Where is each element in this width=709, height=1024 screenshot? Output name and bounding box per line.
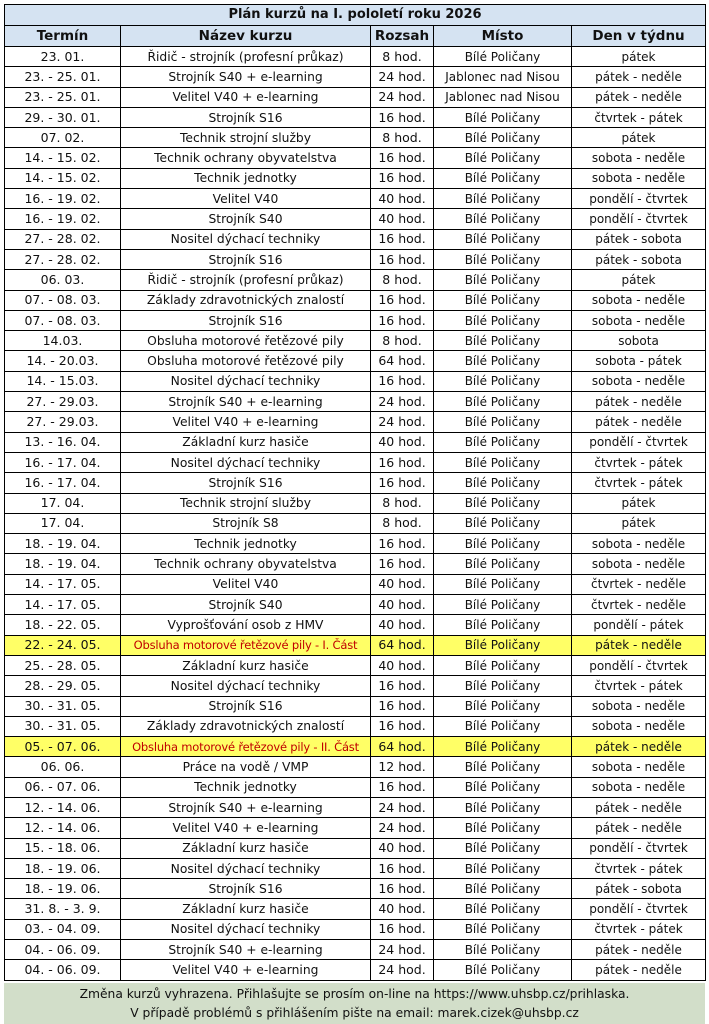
cell-name: Velitel V40 + e-learning xyxy=(121,87,371,107)
cell-term: 07. - 08. 03. xyxy=(5,290,121,310)
table-row xyxy=(5,737,706,757)
cell-name: Technik jednotky xyxy=(121,168,371,188)
cell-term: 03. - 04. 09. xyxy=(5,919,121,939)
cell-place: Bílé Poličany xyxy=(434,168,572,188)
cell-name: Základy zdravotnických znalostí xyxy=(121,716,371,736)
cell-term: 04. - 06. 09. xyxy=(5,960,121,980)
cell-place: Bílé Poličany xyxy=(434,189,572,209)
cell-day: pondělí - čtvrtek xyxy=(572,899,706,919)
cell-day: sobota - neděle xyxy=(572,777,706,797)
cell-name: Strojník S16 xyxy=(121,696,371,716)
cell-scope: 40 hod. xyxy=(371,899,434,919)
cell-day: pondělí - pátek xyxy=(572,615,706,635)
table-row xyxy=(5,615,706,635)
course-rows xyxy=(5,47,706,981)
cell-day: pondělí - čtvrtek xyxy=(572,189,706,209)
table-row xyxy=(5,493,706,513)
table-row xyxy=(5,595,706,615)
cell-name: Velitel V40 + e-learning xyxy=(121,412,371,432)
cell-name: Základní kurz hasiče xyxy=(121,432,371,452)
cell-day: pátek - neděle xyxy=(572,737,706,757)
cell-term: 23. 01. xyxy=(5,47,121,67)
cell-scope: 8 hod. xyxy=(371,493,434,513)
cell-name: Základní kurz hasiče xyxy=(121,655,371,675)
cell-day: pátek xyxy=(572,47,706,67)
cell-scope: 16 hod. xyxy=(371,858,434,878)
cell-term: 14. - 15.03. xyxy=(5,371,121,391)
cell-day: pátek - neděle xyxy=(572,940,706,960)
table-row xyxy=(5,818,706,838)
table-row xyxy=(5,513,706,533)
cell-term: 14. - 15. 02. xyxy=(5,148,121,168)
cell-place: Bílé Poličany xyxy=(434,757,572,777)
cell-scope: 16 hod. xyxy=(371,554,434,574)
cell-place: Bílé Poličany xyxy=(434,331,572,351)
cell-day: pátek - neděle xyxy=(572,87,706,107)
cell-place: Bílé Poličany xyxy=(434,513,572,533)
cell-term: 28. - 29. 05. xyxy=(5,676,121,696)
cell-scope: 16 hod. xyxy=(371,777,434,797)
cell-day: pátek - sobota xyxy=(572,879,706,899)
cell-day: sobota - neděle xyxy=(572,371,706,391)
cell-term: 16. - 17. 04. xyxy=(5,473,121,493)
cell-term: 07. - 08. 03. xyxy=(5,310,121,330)
cell-name: Řidič - strojník (profesní průkaz) xyxy=(121,47,371,67)
table-row xyxy=(5,574,706,594)
cell-term: 27. - 29.03. xyxy=(5,412,121,432)
cell-scope: 40 hod. xyxy=(371,432,434,452)
cell-scope: 16 hod. xyxy=(371,310,434,330)
cell-term: 27. - 28. 02. xyxy=(5,229,121,249)
cell-place: Bílé Poličany xyxy=(434,919,572,939)
cell-name: Velitel V40 xyxy=(121,574,371,594)
cell-place: Bílé Poličany xyxy=(434,818,572,838)
cell-scope: 40 hod. xyxy=(371,595,434,615)
cell-day: pátek - neděle xyxy=(572,960,706,980)
cell-place: Bílé Poličany xyxy=(434,574,572,594)
cell-day: pátek - sobota xyxy=(572,249,706,269)
cell-term: 06. - 07. 06. xyxy=(5,777,121,797)
cell-scope: 8 hod. xyxy=(371,513,434,533)
cell-name: Nositel dýchací techniky xyxy=(121,229,371,249)
cell-name: Nositel dýchací techniky xyxy=(121,858,371,878)
table-row xyxy=(5,392,706,412)
cell-place: Bílé Poličany xyxy=(434,534,572,554)
cell-day: pondělí - čtvrtek xyxy=(572,209,706,229)
table-row xyxy=(5,412,706,432)
cell-day: pátek xyxy=(572,513,706,533)
cell-place: Bílé Poličany xyxy=(434,655,572,675)
table-row xyxy=(5,777,706,797)
table-row xyxy=(5,899,706,919)
cell-day: pátek xyxy=(572,493,706,513)
cell-name: Nositel dýchací techniky xyxy=(121,676,371,696)
cell-day: čtvrtek - pátek xyxy=(572,107,706,127)
cell-place: Bílé Poličany xyxy=(434,107,572,127)
cell-day: pátek - sobota xyxy=(572,229,706,249)
cell-place: Bílé Poličany xyxy=(434,310,572,330)
cell-term: 15. - 18. 06. xyxy=(5,838,121,858)
cell-name: Strojník S40 + e-learning xyxy=(121,67,371,87)
cell-term: 16. - 19. 02. xyxy=(5,209,121,229)
cell-scope: 64 hod. xyxy=(371,737,434,757)
cell-name: Základní kurz hasiče xyxy=(121,899,371,919)
cell-place: Bílé Poličany xyxy=(434,595,572,615)
cell-day: sobota - pátek xyxy=(572,351,706,371)
cell-place: Bílé Poličany xyxy=(434,676,572,696)
cell-name: Vyprošťování osob z HMV xyxy=(121,615,371,635)
cell-place: Jablonec nad Nisou xyxy=(434,87,572,107)
cell-place: Bílé Poličany xyxy=(434,635,572,655)
cell-scope: 16 hod. xyxy=(371,473,434,493)
cell-scope: 24 hod. xyxy=(371,797,434,817)
table-title: Plán kurzů na I. pololetí roku 2026 xyxy=(5,5,706,26)
table-row xyxy=(5,635,706,655)
cell-place: Bílé Poličany xyxy=(434,452,572,472)
cell-scope: 16 hod. xyxy=(371,107,434,127)
cell-term: 18. - 19. 04. xyxy=(5,534,121,554)
cell-day: sobota - neděle xyxy=(572,148,706,168)
cell-term: 18. - 19. 04. xyxy=(5,554,121,574)
cell-scope: 16 hod. xyxy=(371,249,434,269)
table-row xyxy=(5,128,706,148)
cell-day: sobota xyxy=(572,331,706,351)
cell-term: 23. - 25. 01. xyxy=(5,87,121,107)
cell-scope: 24 hod. xyxy=(371,818,434,838)
table-row xyxy=(5,432,706,452)
footer-note xyxy=(4,983,705,1024)
cell-name: Obsluha motorové řetězové pily xyxy=(121,331,371,351)
cell-term: 07. 02. xyxy=(5,128,121,148)
header-term: Termín xyxy=(5,26,121,47)
header-day: Den v týdnu xyxy=(572,26,706,47)
footer-line-1: Změna kurzů vyhrazena. Přihlašujte se prosím on-line na https://www.uhsbp.cz/prihlaska. xyxy=(79,987,630,1001)
cell-place: Bílé Poličany xyxy=(434,432,572,452)
cell-day: čtvrtek - pátek xyxy=(572,858,706,878)
cell-day: čtvrtek - neděle xyxy=(572,574,706,594)
cell-name: Obsluha motorové řetězové pily - II. Část xyxy=(121,737,371,757)
cell-place: Bílé Poličany xyxy=(434,128,572,148)
cell-scope: 16 hod. xyxy=(371,168,434,188)
cell-name: Strojník S16 xyxy=(121,310,371,330)
cell-name: Velitel V40 + e-learning xyxy=(121,818,371,838)
table-row xyxy=(5,919,706,939)
cell-term: 18. - 19. 06. xyxy=(5,879,121,899)
cell-place: Bílé Poličany xyxy=(434,554,572,574)
cell-name: Řidič - strojník (profesní průkaz) xyxy=(121,270,371,290)
cell-scope: 16 hod. xyxy=(371,148,434,168)
cell-day: sobota - neděle xyxy=(572,554,706,574)
cell-day: sobota - neděle xyxy=(572,716,706,736)
cell-day: čtvrtek - pátek xyxy=(572,473,706,493)
cell-scope: 16 hod. xyxy=(371,676,434,696)
cell-place: Bílé Poličany xyxy=(434,47,572,67)
cell-name: Základy zdravotnických znalostí xyxy=(121,290,371,310)
cell-name: Obsluha motorové řetězové pily - I. Část xyxy=(121,635,371,655)
cell-scope: 24 hod. xyxy=(371,412,434,432)
table-row xyxy=(5,838,706,858)
cell-scope: 16 hod. xyxy=(371,229,434,249)
cell-term: 14. - 17. 05. xyxy=(5,574,121,594)
cell-name: Nositel dýchací techniky xyxy=(121,919,371,939)
cell-scope: 40 hod. xyxy=(371,189,434,209)
cell-term: 29. - 30. 01. xyxy=(5,107,121,127)
cell-scope: 40 hod. xyxy=(371,655,434,675)
cell-name: Nositel dýchací techniky xyxy=(121,452,371,472)
cell-name: Strojník S16 xyxy=(121,249,371,269)
cell-term: 31. 8. - 3. 9. xyxy=(5,899,121,919)
cell-name: Strojník S40 + e-learning xyxy=(121,940,371,960)
cell-place: Bílé Poličany xyxy=(434,777,572,797)
cell-scope: 16 hod. xyxy=(371,716,434,736)
table-row xyxy=(5,168,706,188)
table-row xyxy=(5,940,706,960)
cell-scope: 64 hod. xyxy=(371,351,434,371)
cell-day: čtvrtek - pátek xyxy=(572,919,706,939)
table-row xyxy=(5,270,706,290)
table-row xyxy=(5,107,706,127)
title-row xyxy=(5,5,706,26)
cell-place: Bílé Poličany xyxy=(434,858,572,878)
cell-term: 14. - 20.03. xyxy=(5,351,121,371)
cell-name: Technik ochrany obyvatelstva xyxy=(121,148,371,168)
cell-place: Bílé Poličany xyxy=(434,493,572,513)
cell-name: Technik jednotky xyxy=(121,534,371,554)
cell-scope: 40 hod. xyxy=(371,615,434,635)
cell-day: sobota - neděle xyxy=(572,168,706,188)
cell-place: Bílé Poličany xyxy=(434,290,572,310)
cell-name: Strojník S16 xyxy=(121,879,371,899)
cell-place: Bílé Poličany xyxy=(434,879,572,899)
cell-name: Strojník S40 xyxy=(121,595,371,615)
cell-scope: 24 hod. xyxy=(371,67,434,87)
cell-day: sobota - neděle xyxy=(572,534,706,554)
cell-place: Bílé Poličany xyxy=(434,716,572,736)
cell-term: 18. - 19. 06. xyxy=(5,858,121,878)
cell-scope: 40 hod. xyxy=(371,574,434,594)
cell-term: 04. - 06. 09. xyxy=(5,940,121,960)
cell-day: pátek xyxy=(572,128,706,148)
cell-place: Bílé Poličany xyxy=(434,351,572,371)
cell-scope: 24 hod. xyxy=(371,940,434,960)
cell-place: Bílé Poličany xyxy=(434,148,572,168)
cell-term: 18. - 22. 05. xyxy=(5,615,121,635)
table-row xyxy=(5,696,706,716)
header-place: Místo xyxy=(434,26,572,47)
cell-name: Strojník S16 xyxy=(121,107,371,127)
cell-day: pondělí - čtvrtek xyxy=(572,432,706,452)
table-row xyxy=(5,209,706,229)
cell-term: 23. - 25. 01. xyxy=(5,67,121,87)
cell-day: sobota - neděle xyxy=(572,696,706,716)
cell-place: Jablonec nad Nisou xyxy=(434,67,572,87)
cell-day: sobota - neděle xyxy=(572,757,706,777)
cell-term: 30. - 31. 05. xyxy=(5,716,121,736)
cell-day: sobota - neděle xyxy=(572,290,706,310)
cell-place: Bílé Poličany xyxy=(434,412,572,432)
table-row xyxy=(5,676,706,696)
cell-day: pondělí - čtvrtek xyxy=(572,838,706,858)
cell-term: 16. - 17. 04. xyxy=(5,452,121,472)
cell-day: pátek - neděle xyxy=(572,392,706,412)
cell-term: 30. - 31. 05. xyxy=(5,696,121,716)
cell-name: Velitel V40 xyxy=(121,189,371,209)
table-row xyxy=(5,47,706,67)
cell-scope: 12 hod. xyxy=(371,757,434,777)
table-row xyxy=(5,249,706,269)
cell-day: pátek - neděle xyxy=(572,797,706,817)
cell-place: Bílé Poličany xyxy=(434,473,572,493)
cell-day: pátek xyxy=(572,270,706,290)
cell-name: Technik strojní služby xyxy=(121,493,371,513)
table-row xyxy=(5,67,706,87)
cell-place: Bílé Poličany xyxy=(434,615,572,635)
table-row xyxy=(5,473,706,493)
cell-day: pátek - neděle xyxy=(572,818,706,838)
table-row xyxy=(5,87,706,107)
cell-scope: 8 hod. xyxy=(371,331,434,351)
cell-term: 06. 03. xyxy=(5,270,121,290)
course-table xyxy=(4,4,706,981)
cell-day: čtvrtek - pátek xyxy=(572,452,706,472)
cell-scope: 8 hod. xyxy=(371,128,434,148)
cell-place: Bílé Poličany xyxy=(434,392,572,412)
table-row xyxy=(5,189,706,209)
cell-scope: 40 hod. xyxy=(371,838,434,858)
cell-name: Obsluha motorové řetězové pily xyxy=(121,351,371,371)
cell-term: 17. 04. xyxy=(5,513,121,533)
cell-term: 27. - 28. 02. xyxy=(5,249,121,269)
cell-place: Bílé Poličany xyxy=(434,249,572,269)
table-row xyxy=(5,655,706,675)
cell-name: Strojník S40 xyxy=(121,209,371,229)
cell-term: 05. - 07. 06. xyxy=(5,737,121,757)
cell-scope: 24 hod. xyxy=(371,392,434,412)
table-row xyxy=(5,310,706,330)
cell-day: pátek - neděle xyxy=(572,635,706,655)
cell-term: 14.03. xyxy=(5,331,121,351)
cell-place: Bílé Poličany xyxy=(434,737,572,757)
table-row xyxy=(5,960,706,980)
table-row xyxy=(5,452,706,472)
cell-place: Bílé Poličany xyxy=(434,940,572,960)
cell-place: Bílé Poličany xyxy=(434,899,572,919)
cell-scope: 16 hod. xyxy=(371,534,434,554)
cell-name: Technik ochrany obyvatelstva xyxy=(121,554,371,574)
cell-term: 22. - 24. 05. xyxy=(5,635,121,655)
table-row xyxy=(5,229,706,249)
cell-place: Bílé Poličany xyxy=(434,371,572,391)
cell-name: Technik jednotky xyxy=(121,777,371,797)
cell-name: Práce na vodě / VMP xyxy=(121,757,371,777)
table-row xyxy=(5,554,706,574)
footer-line-2: V případě problémů s přihlášením pište na email: marek.cizek@uhsbp.cz xyxy=(130,1006,579,1020)
table-row xyxy=(5,351,706,371)
cell-day: čtvrtek - pátek xyxy=(572,676,706,696)
cell-place: Bílé Poličany xyxy=(434,229,572,249)
table-row xyxy=(5,757,706,777)
cell-name: Nositel dýchací techniky xyxy=(121,371,371,391)
cell-name: Základní kurz hasiče xyxy=(121,838,371,858)
header-name: Název kurzu xyxy=(121,26,371,47)
table-row xyxy=(5,148,706,168)
cell-name: Velitel V40 + e-learning xyxy=(121,960,371,980)
cell-scope: 40 hod. xyxy=(371,209,434,229)
cell-day: čtvrtek - neděle xyxy=(572,595,706,615)
cell-term: 27. - 29.03. xyxy=(5,392,121,412)
cell-place: Bílé Poličany xyxy=(434,797,572,817)
cell-name: Strojník S40 + e-learning xyxy=(121,392,371,412)
cell-scope: 8 hod. xyxy=(371,47,434,67)
cell-place: Bílé Poličany xyxy=(434,270,572,290)
cell-scope: 8 hod. xyxy=(371,270,434,290)
cell-term: 14. - 17. 05. xyxy=(5,595,121,615)
table-row xyxy=(5,716,706,736)
cell-place: Bílé Poličany xyxy=(434,696,572,716)
cell-term: 12. - 14. 06. xyxy=(5,797,121,817)
cell-day: pátek - neděle xyxy=(572,67,706,87)
cell-term: 25. - 28. 05. xyxy=(5,655,121,675)
cell-term: 16. - 19. 02. xyxy=(5,189,121,209)
cell-name: Strojník S16 xyxy=(121,473,371,493)
cell-name: Strojník S8 xyxy=(121,513,371,533)
cell-name: Strojník S40 + e-learning xyxy=(121,797,371,817)
cell-term: 14. - 15. 02. xyxy=(5,168,121,188)
table-row xyxy=(5,371,706,391)
table-row xyxy=(5,797,706,817)
cell-place: Bílé Poličany xyxy=(434,209,572,229)
cell-place: Bílé Poličany xyxy=(434,960,572,980)
cell-scope: 16 hod. xyxy=(371,290,434,310)
cell-name: Technik strojní služby xyxy=(121,128,371,148)
cell-place: Bílé Poličany xyxy=(434,838,572,858)
cell-term: 13. - 16. 04. xyxy=(5,432,121,452)
cell-scope: 16 hod. xyxy=(371,452,434,472)
table-row xyxy=(5,290,706,310)
table-row xyxy=(5,879,706,899)
cell-term: 12. - 14. 06. xyxy=(5,818,121,838)
cell-day: pondělí - čtvrtek xyxy=(572,655,706,675)
table-row xyxy=(5,858,706,878)
cell-day: sobota - neděle xyxy=(572,310,706,330)
cell-scope: 24 hod. xyxy=(371,960,434,980)
cell-scope: 16 hod. xyxy=(371,919,434,939)
cell-scope: 16 hod. xyxy=(371,879,434,899)
header-scope: Rozsah xyxy=(371,26,434,47)
table-row xyxy=(5,331,706,351)
cell-term: 06. 06. xyxy=(5,757,121,777)
cell-scope: 64 hod. xyxy=(371,635,434,655)
cell-term: 17. 04. xyxy=(5,493,121,513)
cell-scope: 16 hod. xyxy=(371,371,434,391)
header-row xyxy=(5,26,706,47)
table-row xyxy=(5,534,706,554)
cell-scope: 24 hod. xyxy=(371,87,434,107)
cell-scope: 16 hod. xyxy=(371,696,434,716)
cell-day: pátek - neděle xyxy=(572,412,706,432)
